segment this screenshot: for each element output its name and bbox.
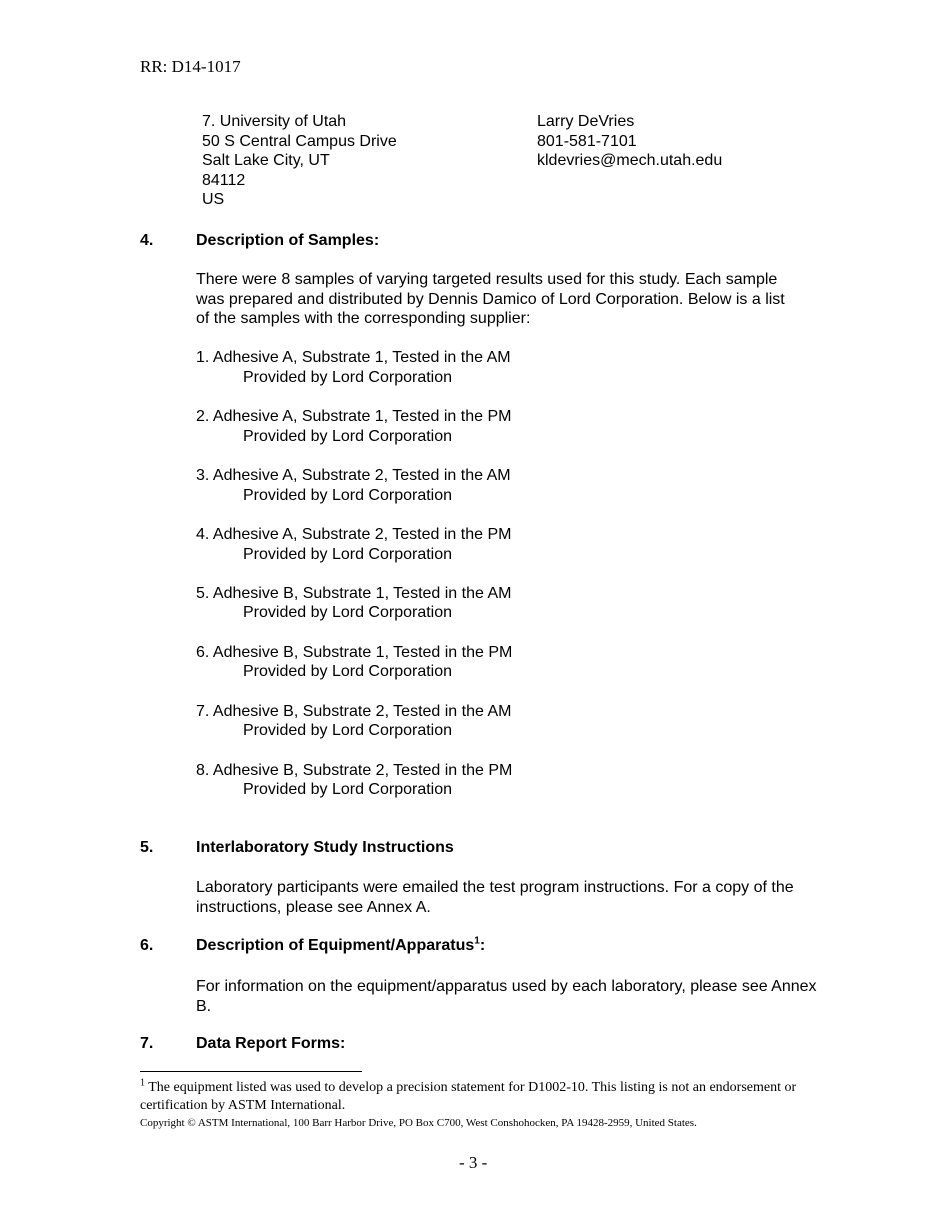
- contact-email: kldevries@mech.utah.edu: [537, 152, 723, 169]
- contact-phone: 801-581-7101: [537, 132, 637, 150]
- lab7-contact: [537, 112, 722, 171]
- footnote-text: The equipment listed was used to develop a precision statement for D1002-10. This listing is not an endorsement or certification by ASTM International.: [140, 1080, 797, 1113]
- sample-provider: Provided by Lord Corporation: [243, 781, 453, 798]
- section-title: Interlaboratory Study Instructions: [196, 839, 454, 856]
- section-number: 6.: [140, 937, 154, 954]
- section-number: 4.: [140, 232, 154, 249]
- sample-item: 7. Adhesive B, Substrate 2, Tested in the AM: [196, 703, 512, 720]
- address-line: 50 S Central Campus Drive: [202, 132, 397, 150]
- sample-item: 3. Adhesive A, Substrate 2, Tested in the AM: [196, 467, 511, 484]
- address-line: 84112: [202, 171, 246, 189]
- sample-item: 5. Adhesive B, Substrate 1, Tested in the AM: [196, 585, 512, 602]
- address-line: US: [202, 191, 225, 208]
- report-id: RR: D14-1017: [140, 57, 241, 76]
- page-number: - 3 -: [459, 1153, 488, 1172]
- sample-provider: Provided by Lord Corporation: [243, 663, 453, 680]
- section-number: 5.: [140, 839, 154, 856]
- footnote-divider: [140, 1071, 362, 1072]
- sample-item: 1. Adhesive A, Substrate 1, Tested in the AM: [196, 349, 511, 366]
- contact-name: Larry DeVries: [537, 113, 635, 130]
- sample-item: 2. Adhesive A, Substrate 1, Tested in the PM: [196, 408, 512, 425]
- sample-provider: Provided by Lord Corporation: [243, 604, 453, 621]
- footnote-ref: 1: [474, 935, 480, 947]
- section-title: Description of Samples:: [196, 232, 380, 249]
- sample-item: 4. Adhesive A, Substrate 2, Tested in the PM: [196, 526, 512, 543]
- sample-provider: Provided by Lord Corporation: [243, 369, 453, 386]
- footnote: [140, 1079, 820, 1115]
- footnote-marker: 1: [140, 1077, 145, 1089]
- address-line: Salt Lake City, UT: [202, 152, 330, 169]
- section-title: [196, 937, 485, 955]
- sample-provider: Provided by Lord Corporation: [243, 546, 453, 563]
- sample-item: 6. Adhesive B, Substrate 1, Tested in the PM: [196, 644, 513, 661]
- sample-item: 8. Adhesive B, Substrate 2, Tested in the PM: [196, 762, 513, 779]
- section-title-text: Description of Equipment/Apparatus: [196, 937, 475, 954]
- sample-provider: Provided by Lord Corporation: [243, 487, 453, 504]
- section-paragraph: There were 8 samples of varying targeted results used for this study. Each sample was prepared and distributed by Dennis Damico of Lord Corporation. Below is a list of the samples with the corresponding supplier:: [196, 271, 785, 327]
- sample-provider: Provided by Lord Corporation: [243, 428, 453, 445]
- section-paragraph: Laboratory participants were emailed the test program instructions. For a copy of the instructions, please see Annex A.: [196, 879, 794, 916]
- lab7-address: [202, 112, 397, 210]
- section-number: 7.: [140, 1035, 154, 1052]
- sample-provider: Provided by Lord Corporation: [243, 722, 453, 739]
- address-line: 7. University of Utah: [202, 113, 347, 130]
- section-title-suffix: :: [479, 937, 486, 954]
- copyright-notice: Copyright © ASTM International, 100 Barr Harbor Drive, PO Box C700, West Conshohocken, PA 19428-2959, United States.: [140, 1117, 697, 1129]
- section-title: Data Report Forms:: [196, 1035, 346, 1052]
- section-paragraph: For information on the equipment/apparatus used by each laboratory, please see Annex B.: [196, 978, 817, 1015]
